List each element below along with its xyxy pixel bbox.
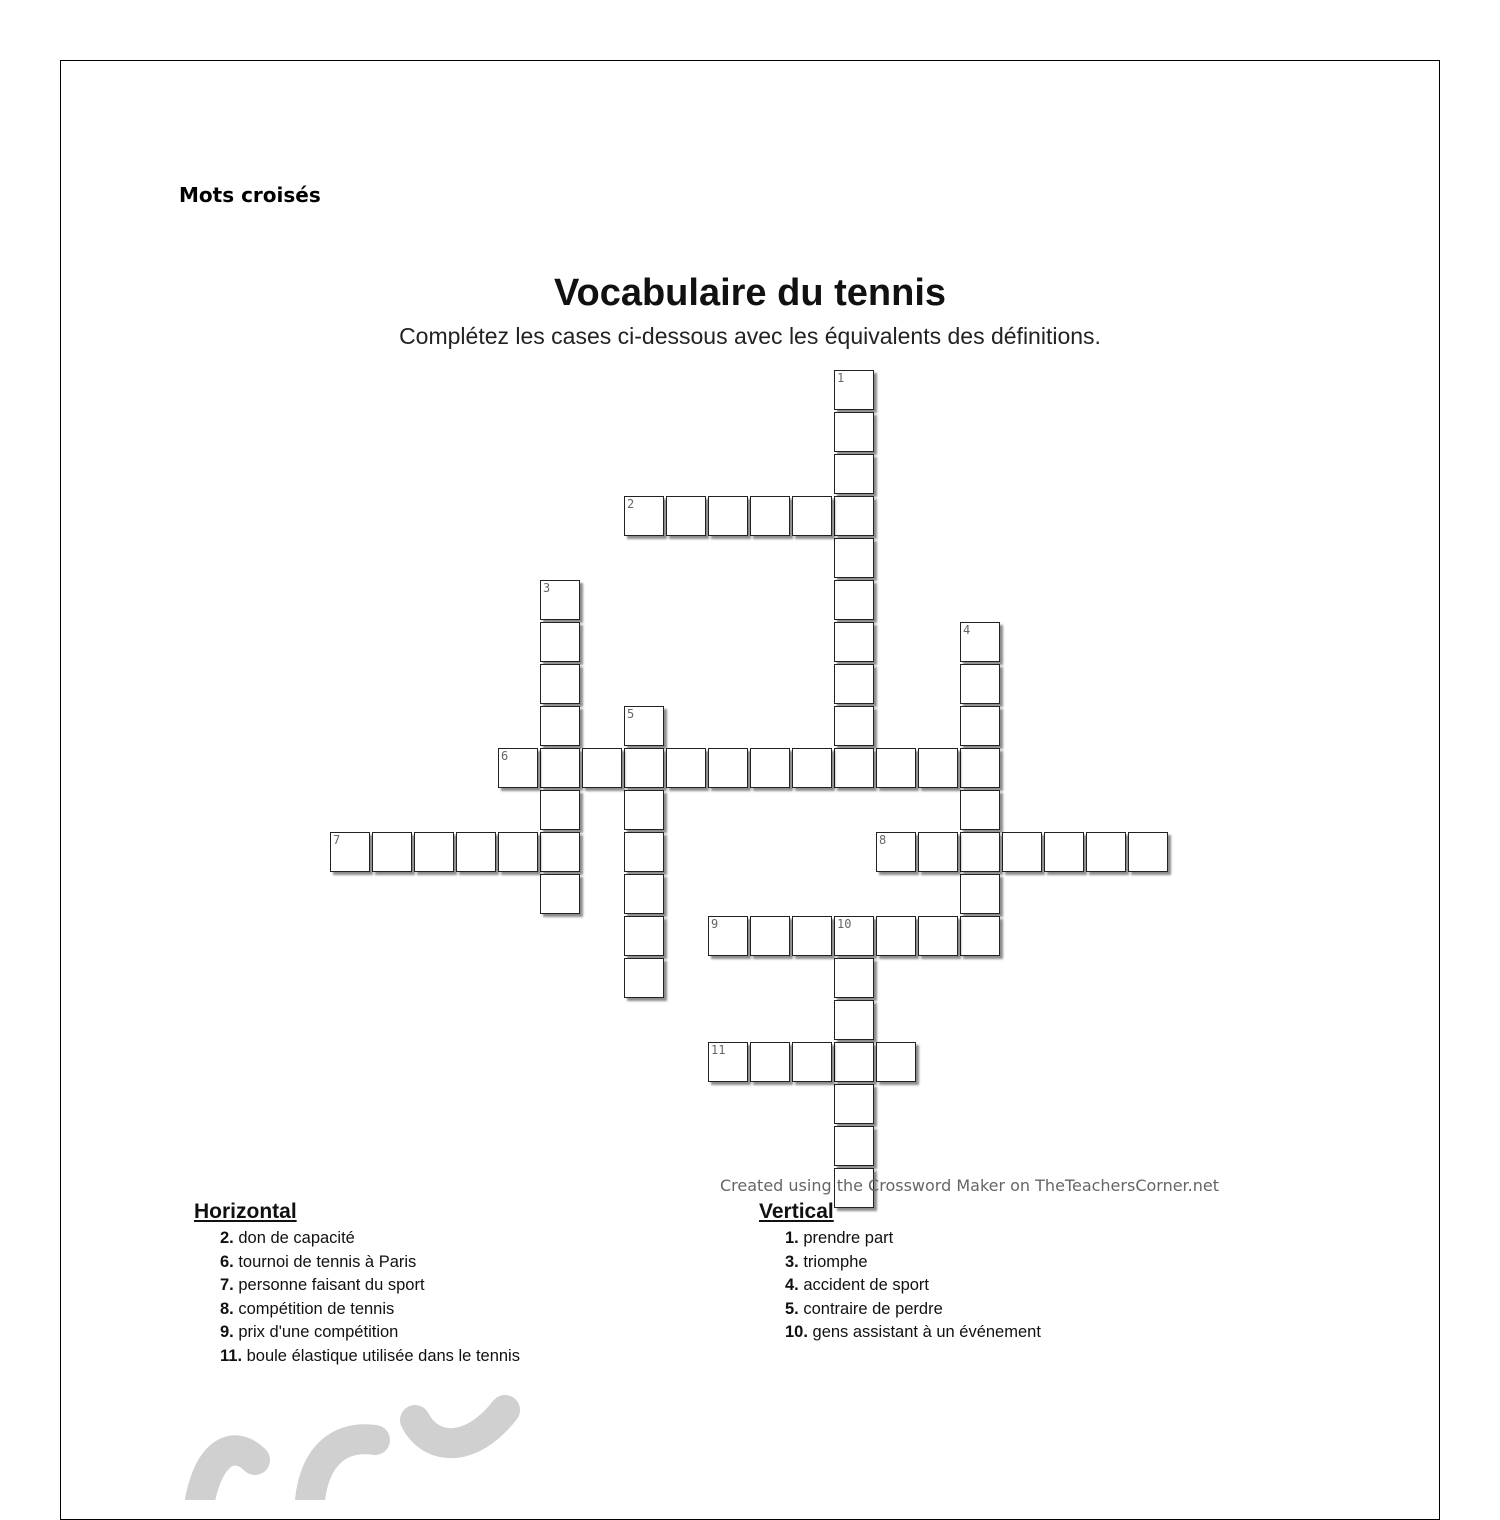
crossword-cell[interactable] xyxy=(624,832,664,872)
across-clue xyxy=(220,1298,520,1322)
clue-text: contraire de perdre xyxy=(798,1299,943,1318)
crossword-cell[interactable] xyxy=(624,706,664,746)
clue-text: don de capacité xyxy=(233,1229,355,1247)
crossword-cell[interactable] xyxy=(960,622,1000,662)
credit-line: Created using the Crossword Maker on TheTeachersCorner.net xyxy=(720,1176,1220,1195)
crossword-cell[interactable] xyxy=(540,874,580,914)
crossword-cell[interactable] xyxy=(456,832,496,872)
clue-number: 8 xyxy=(879,833,887,847)
puzzle-instructions: Complétez les cases ci-dessous avec les équivalents des définitions. xyxy=(399,323,1101,349)
across-clue xyxy=(220,1321,520,1345)
crossword-cell[interactable] xyxy=(540,622,580,662)
crossword-cell[interactable] xyxy=(498,748,538,788)
down-heading: Vertical xyxy=(759,1200,834,1223)
clue-number: 1 xyxy=(837,371,845,385)
crossword-cell[interactable] xyxy=(624,958,664,998)
crossword-cell[interactable] xyxy=(624,790,664,830)
crossword-cell[interactable] xyxy=(834,664,874,704)
crossword-cell[interactable] xyxy=(750,496,790,536)
clue-number: 7 xyxy=(333,833,341,847)
crossword-cell[interactable] xyxy=(414,832,454,872)
crossword-cell[interactable] xyxy=(834,412,874,452)
crossword-cell[interactable] xyxy=(834,748,874,788)
crossword-cell[interactable] xyxy=(834,1084,874,1124)
clue-number-label: 11. xyxy=(220,1346,243,1365)
across-clue xyxy=(220,1251,520,1275)
watermark-graphic xyxy=(180,1390,540,1500)
crossword-cell[interactable] xyxy=(624,748,664,788)
crossword-cell[interactable] xyxy=(1044,832,1084,872)
crossword-cell[interactable] xyxy=(540,706,580,746)
crossword-cell[interactable] xyxy=(834,496,874,536)
clue-number: 9 xyxy=(711,917,719,931)
crossword-cell[interactable] xyxy=(708,916,748,956)
crossword-cell[interactable] xyxy=(792,496,832,536)
crossword-cell[interactable] xyxy=(834,958,874,998)
crossword-cell[interactable] xyxy=(960,916,1000,956)
crossword-cell[interactable] xyxy=(750,748,790,788)
clue-number-label: 5. xyxy=(785,1299,799,1318)
crossword-cell[interactable] xyxy=(582,748,622,788)
clue-text: tournoi de tennis à Paris xyxy=(233,1252,417,1271)
crossword-cell[interactable] xyxy=(834,1000,874,1040)
clue-text: prendre part xyxy=(798,1229,894,1247)
crossword-cell[interactable] xyxy=(876,748,916,788)
clue-number: 11 xyxy=(711,1043,726,1057)
crossword-cell[interactable] xyxy=(708,748,748,788)
clue-text: prix d'une compétition xyxy=(233,1323,399,1342)
crossword-cell[interactable] xyxy=(834,370,874,410)
clue-text: triomphe xyxy=(798,1252,868,1271)
clue-text: accident de sport xyxy=(798,1276,930,1295)
crossword-cell[interactable] xyxy=(876,1042,916,1082)
crossword-cell[interactable] xyxy=(918,748,958,788)
crossword-cell[interactable] xyxy=(792,1042,832,1082)
crossword-cell[interactable] xyxy=(834,580,874,620)
clue-number: 4 xyxy=(963,623,971,637)
crossword-cell[interactable] xyxy=(834,454,874,494)
crossword-cell[interactable] xyxy=(1086,832,1126,872)
clue-text: compétition de tennis xyxy=(233,1299,395,1318)
crossword-cell[interactable] xyxy=(1128,832,1168,872)
clue-number: 5 xyxy=(627,707,635,721)
crossword-cell[interactable] xyxy=(330,832,370,872)
crossword-cell[interactable] xyxy=(624,874,664,914)
crossword-cell[interactable] xyxy=(540,664,580,704)
clue-number-label: 7. xyxy=(220,1276,234,1295)
crossword-cell[interactable] xyxy=(960,664,1000,704)
clue-number-label: 6. xyxy=(220,1252,234,1271)
crossword-cell[interactable] xyxy=(624,496,664,536)
crossword-cell[interactable] xyxy=(792,748,832,788)
crossword-cell[interactable] xyxy=(708,1042,748,1082)
across-clue xyxy=(220,1345,520,1369)
clue-number: 6 xyxy=(501,749,509,763)
crossword-cell[interactable] xyxy=(750,916,790,956)
crossword-cell[interactable] xyxy=(960,748,1000,788)
clue-number-label: 2. xyxy=(220,1229,234,1247)
crossword-cell[interactable] xyxy=(834,1126,874,1166)
crossword-cell[interactable] xyxy=(372,832,412,872)
crossword-cell[interactable] xyxy=(624,916,664,956)
crossword-cell[interactable] xyxy=(876,832,916,872)
crossword-cell[interactable] xyxy=(834,1042,874,1082)
crossword-cell[interactable] xyxy=(876,916,916,956)
crossword-cell[interactable] xyxy=(834,622,874,662)
down-clue-list xyxy=(785,1227,1041,1345)
crossword-cell[interactable] xyxy=(666,496,706,536)
crossword-cell[interactable] xyxy=(540,748,580,788)
across-heading: Horizontal xyxy=(194,1200,297,1223)
crossword-cell[interactable] xyxy=(1002,832,1042,872)
page-heading: Mots croisés xyxy=(179,183,321,207)
crossword-cell[interactable] xyxy=(540,580,580,620)
clue-number-label: 8. xyxy=(220,1299,234,1318)
puzzle-title: Vocabulaire du tennis xyxy=(553,272,947,314)
clue-text: boule élastique utilisée dans le tennis xyxy=(242,1346,520,1365)
clue-text: gens assistant à un événement xyxy=(807,1323,1041,1342)
down-clue xyxy=(785,1298,1041,1322)
crossword-cell[interactable] xyxy=(666,748,706,788)
clue-number-label: 3. xyxy=(785,1252,799,1271)
clue-number: 3 xyxy=(543,581,551,595)
clue-number-label: 9. xyxy=(220,1323,234,1342)
crossword-cell[interactable] xyxy=(708,496,748,536)
crossword-cell[interactable] xyxy=(834,706,874,746)
crossword-cell[interactable] xyxy=(960,874,1000,914)
down-clue xyxy=(785,1251,1041,1275)
down-clue xyxy=(785,1321,1041,1345)
across-clue-list xyxy=(220,1227,520,1369)
crossword-cell[interactable] xyxy=(918,916,958,956)
crossword-cell[interactable] xyxy=(498,832,538,872)
crossword-cell[interactable] xyxy=(960,706,1000,746)
crossword-cell[interactable] xyxy=(834,538,874,578)
crossword-cell[interactable] xyxy=(750,1042,790,1082)
down-clue xyxy=(785,1227,1041,1251)
down-clue xyxy=(785,1274,1041,1298)
crossword-cell[interactable] xyxy=(960,832,1000,872)
clue-number: 2 xyxy=(627,497,635,511)
clue-number-label: 1. xyxy=(785,1229,799,1247)
crossword-cell[interactable] xyxy=(918,832,958,872)
crossword-cell[interactable] xyxy=(540,832,580,872)
crossword-cell[interactable] xyxy=(540,790,580,830)
crossword-cell[interactable] xyxy=(960,790,1000,830)
across-clue xyxy=(220,1274,520,1298)
clue-text: personne faisant du sport xyxy=(233,1276,425,1295)
crossword-cell[interactable] xyxy=(792,916,832,956)
crossword-cell[interactable] xyxy=(834,916,874,956)
clue-number: 10 xyxy=(837,917,852,931)
clue-number-label: 10. xyxy=(785,1323,808,1342)
clue-number-label: 4. xyxy=(785,1276,799,1295)
across-clue xyxy=(220,1227,520,1251)
